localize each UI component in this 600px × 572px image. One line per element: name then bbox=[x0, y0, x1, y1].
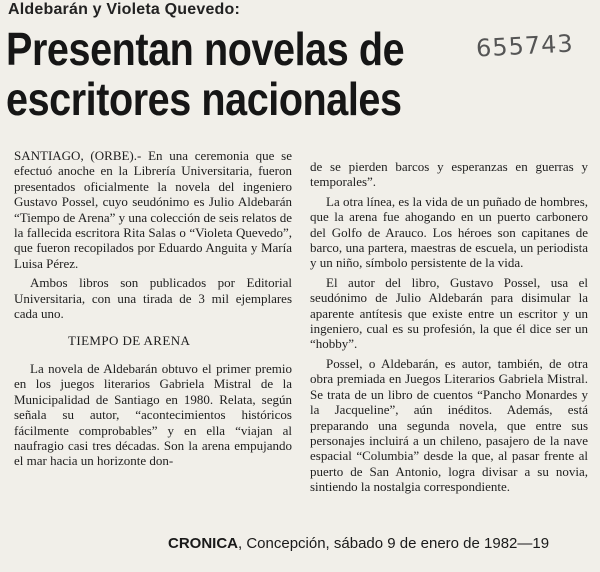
article-column-right bbox=[310, 159, 588, 499]
publication-footer bbox=[168, 535, 549, 552]
newspaper-name: CRONICA bbox=[168, 535, 238, 552]
paragraph-continuation: de se pierden barcos y esperanzas en guerras y temporales”. bbox=[310, 159, 588, 190]
paragraph-novel: La novela de Aldebarán obtuvo el primer premio en los juegos literarios Gabriela Mistral de la Municipalidad de Santiago en 1980. Relata, según señala su autor, “acontecimientos históricos fácilmente comprobables” y en ella “viajan al naufragio casi tres décadas. Son la arena empujando el mar hacia un horizonte don- bbox=[14, 360, 292, 469]
paragraph-other-line: La otra línea, es la vida de un puñado de hombres, que la arena fue ahogando en un puerto carbonero del Golfo de Arauco. Los héroes son capitanes de barco, una partera, maestras de escuela, un periodista y un niño, símbolo persistente de la vida. bbox=[310, 193, 588, 271]
kicker-line: Aldebarán y Violeta Quevedo: bbox=[8, 1, 241, 18]
section-subhead: TIEMPO DE ARENA bbox=[68, 333, 191, 349]
headline: Presentan novelas de escritores nacionales bbox=[6, 23, 405, 125]
handwritten-catalog-number: 655743 bbox=[475, 29, 575, 63]
paragraph-other-works: Possel, o Aldebarán, es autor, también, de otra obra premiada en Juegos Literarios Gabriela Mistral. Se trata de un libro de cuentos “Pancho Monardes y la Jacqueline”, aún inéditos. Además, está preparando una segunda novela, que entre sus personajes incluirá a un chileno, pasajero de la nave espacial “Columbia” desde la que, al pasar frente al puerto de San Antonio, logra divisar a su novia, sintiendo la nostalgia correspondiente. bbox=[310, 355, 588, 495]
paragraph-publishing: Ambos libros son publicados por Editorial Universitaria, con una tirada de 3 mil ejemplares cada uno. bbox=[14, 275, 292, 322]
paragraph-intro: SANTIAGO, (ORBE).- En una ceremonia que se efectuó anoche en la Librería Universitaria, fueron presentados oficialmente la novela del ingeniero Gustavo Possel, cuyo seudónimo es Julio Aldebarán “Tiempo de Arena” y una colección de seis relatos de la fallecida escritora Rita Salas o “Violeta Quevedo”, que fueron recopilados por Eduardo Anguita y María Luisa Pérez. bbox=[14, 148, 292, 271]
publication-date: , Concepción, sábado 9 de enero de 1982—19 bbox=[238, 535, 550, 552]
article-column-left bbox=[14, 148, 292, 473]
paragraph-author: El autor del libro, Gustavo Possel, usa el seudónimo de Julio Aldebarán para disimular la aparente antítesis que existe entre un escritor y un ingeniero, cual es su profesión, la que él dice ser un “hobby”. bbox=[310, 274, 588, 352]
